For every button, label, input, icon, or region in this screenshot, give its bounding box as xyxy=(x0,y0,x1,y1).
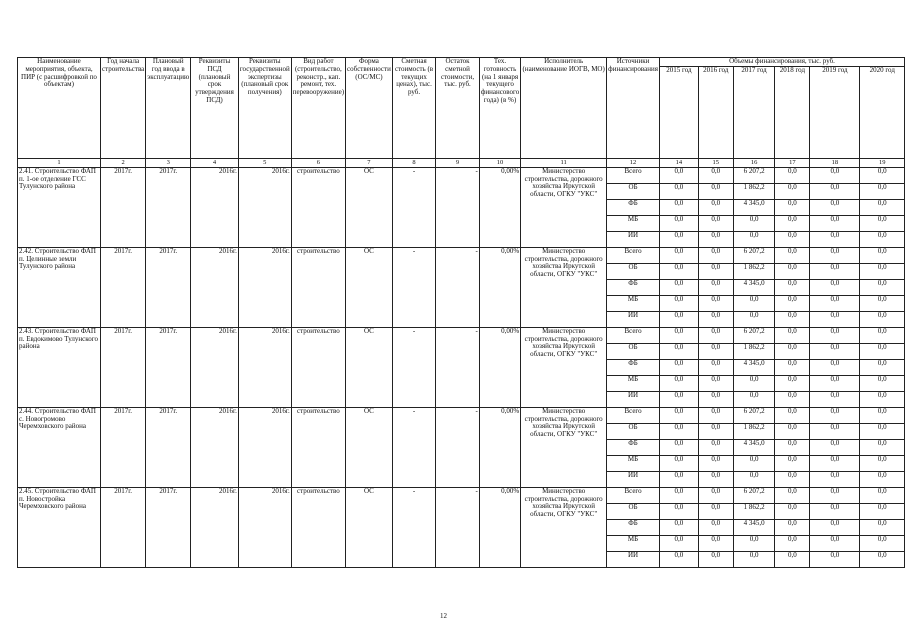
funding-value: 0,0 xyxy=(810,455,860,471)
column-number: 4 xyxy=(191,158,239,167)
funding-value: 1 862,2 xyxy=(733,343,775,359)
table-row xyxy=(18,167,905,183)
expertise-date: 2016г. xyxy=(238,247,291,327)
funding-value: 0,0 xyxy=(775,343,810,359)
funding-value: 0,0 xyxy=(660,487,699,503)
funding-value: 0,0 xyxy=(660,231,699,247)
header-work-type: Вид работ (строительство, реконстр., кап. ремонт, тех. перевооружение) xyxy=(291,58,345,159)
funding-source: Всего xyxy=(607,247,660,263)
funding-value: 0,0 xyxy=(660,519,699,535)
funding-value: 1 862,2 xyxy=(733,263,775,279)
estimate-cost: - xyxy=(392,487,435,567)
funding-value: 0,0 xyxy=(775,231,810,247)
work-type: строительство xyxy=(291,487,345,567)
funding-value: 0,0 xyxy=(860,471,905,487)
column-number: 3 xyxy=(146,158,191,167)
column-number: 15 xyxy=(698,158,733,167)
funding-value: 0,0 xyxy=(810,375,860,391)
funding-value: 0,0 xyxy=(810,183,860,199)
funding-value: 0,0 xyxy=(810,311,860,327)
funding-value: 0,0 xyxy=(660,247,699,263)
funding-value: 0,0 xyxy=(698,503,733,519)
funding-value: 0,0 xyxy=(698,215,733,231)
header-remaining-cost: Остаток сметной стоимости, тыс. руб. xyxy=(436,58,480,159)
executor: Министерство строительства, дорожного хозяйства Иркутской области, ОГКУ "УКС" xyxy=(521,327,607,407)
funding-value: 0,0 xyxy=(860,407,905,423)
funding-value: 4 345,0 xyxy=(733,359,775,375)
funding-value: 0,0 xyxy=(660,551,699,567)
estimate-cost: - xyxy=(392,247,435,327)
tech-readiness: 0,00% xyxy=(479,487,520,567)
funding-value: 0,0 xyxy=(775,487,810,503)
funding-value: 0,0 xyxy=(860,359,905,375)
funding-value: 0,0 xyxy=(810,231,860,247)
funding-value: 0,0 xyxy=(698,375,733,391)
funding-value: 0,0 xyxy=(698,519,733,535)
funding-value: 0,0 xyxy=(733,295,775,311)
funding-value: 0,0 xyxy=(660,295,699,311)
document-sheet xyxy=(17,57,905,568)
funding-value: 6 207,2 xyxy=(733,167,775,183)
funding-source: ОБ xyxy=(607,503,660,519)
column-number: 16 xyxy=(733,158,775,167)
table-row xyxy=(18,407,905,423)
psd-date: 2016г. xyxy=(191,487,239,567)
estimate-cost: - xyxy=(392,327,435,407)
column-number: 8 xyxy=(392,158,435,167)
funding-value: 0,0 xyxy=(860,343,905,359)
funding-value: 0,0 xyxy=(860,167,905,183)
funding-value: 0,0 xyxy=(698,343,733,359)
header-sources: Источники финансирования xyxy=(607,58,660,159)
funding-value: 4 345,0 xyxy=(733,199,775,215)
funding-value: 0,0 xyxy=(660,311,699,327)
plan-year: 2017г. xyxy=(146,167,191,247)
start-year: 2017г. xyxy=(100,487,145,567)
remaining-cost: - xyxy=(436,407,480,487)
column-number: 1 xyxy=(18,158,101,167)
header-year-3: 2018 год xyxy=(775,66,810,158)
funding-source: ФБ xyxy=(607,359,660,375)
funding-value: 0,0 xyxy=(860,327,905,343)
header-expertise: Реквизиты государственной экспертизы (плановый срок получения) xyxy=(238,58,291,159)
start-year: 2017г. xyxy=(100,167,145,247)
funding-value: 0,0 xyxy=(733,471,775,487)
funding-value: 0,0 xyxy=(660,215,699,231)
funding-value: 0,0 xyxy=(660,439,699,455)
funding-value: 1 862,2 xyxy=(733,183,775,199)
funding-source: ФБ xyxy=(607,519,660,535)
column-number: 14 xyxy=(660,158,699,167)
funding-value: 0,0 xyxy=(733,231,775,247)
funding-value: 0,0 xyxy=(860,311,905,327)
funding-value: 0,0 xyxy=(698,183,733,199)
funding-value: 0,0 xyxy=(775,423,810,439)
plan-year: 2017г. xyxy=(146,247,191,327)
executor: Министерство строительства, дорожного хозяйства Иркутской области, ОГКУ "УКС" xyxy=(521,247,607,327)
funding-value: 0,0 xyxy=(660,423,699,439)
funding-value: 4 345,0 xyxy=(733,439,775,455)
estimate-cost: - xyxy=(392,407,435,487)
funding-value: 0,0 xyxy=(698,471,733,487)
funding-value: 0,0 xyxy=(810,359,860,375)
funding-value: 0,0 xyxy=(660,199,699,215)
expertise-date: 2016г. xyxy=(238,487,291,567)
funding-value: 0,0 xyxy=(660,343,699,359)
funding-source: МБ xyxy=(607,535,660,551)
funding-value: 0,0 xyxy=(660,535,699,551)
funding-source: ИИ xyxy=(607,551,660,567)
column-number: 5 xyxy=(238,158,291,167)
funding-value: 0,0 xyxy=(660,279,699,295)
funding-value: 0,0 xyxy=(860,279,905,295)
header-year-5: 2020 год xyxy=(860,66,905,158)
funding-value: 0,0 xyxy=(698,167,733,183)
funding-value: 0,0 xyxy=(775,407,810,423)
funding-value: 0,0 xyxy=(775,279,810,295)
tech-readiness: 0,00% xyxy=(479,407,520,487)
object-name: 2.41. Строительство ФАП п. 1-ое отделение ГСС Тулунского района xyxy=(18,167,101,247)
expertise-date: 2016г. xyxy=(238,167,291,247)
header-executor: Исполнитель (наименование ИОГВ, МО) xyxy=(521,58,607,159)
funding-value: 0,0 xyxy=(698,391,733,407)
psd-date: 2016г. xyxy=(191,167,239,247)
object-name: 2.44. Строительство ФАП с. Новогромово Черемховского района xyxy=(18,407,101,487)
object-name: 2.45. Строительство ФАП п. Новостройка Черемховского района xyxy=(18,487,101,567)
funding-source: ФБ xyxy=(607,199,660,215)
start-year: 2017г. xyxy=(100,327,145,407)
funding-source: МБ xyxy=(607,375,660,391)
funding-value: 0,0 xyxy=(860,535,905,551)
funding-source: ИИ xyxy=(607,471,660,487)
estimate-cost: - xyxy=(392,167,435,247)
header-funding-group: Объемы финансирования, тыс. руб. xyxy=(660,58,905,67)
funding-value: 0,0 xyxy=(775,551,810,567)
start-year: 2017г. xyxy=(100,407,145,487)
header-year-0: 2015 год xyxy=(660,66,699,158)
funding-value: 0,0 xyxy=(660,167,699,183)
funding-value: 0,0 xyxy=(698,311,733,327)
header-year-4: 2019 год xyxy=(810,66,860,158)
funding-source: ОБ xyxy=(607,183,660,199)
funding-value: 0,0 xyxy=(860,375,905,391)
work-type: строительство xyxy=(291,327,345,407)
header-tech-readiness: Тех. готовность (на 1 января текущего финансового года) (в %) xyxy=(479,58,520,159)
remaining-cost: - xyxy=(436,247,480,327)
funding-value: 4 345,0 xyxy=(733,519,775,535)
header-year-2: 2017 год xyxy=(733,66,775,158)
funding-value: 0,0 xyxy=(698,231,733,247)
funding-value: 0,0 xyxy=(775,327,810,343)
funding-value: 0,0 xyxy=(775,295,810,311)
remaining-cost: - xyxy=(436,487,480,567)
funding-source: ОБ xyxy=(607,343,660,359)
funding-value: 0,0 xyxy=(733,311,775,327)
funding-source: ИИ xyxy=(607,231,660,247)
executor: Министерство строительства, дорожного хозяйства Иркутской области, ОГКУ "УКС" xyxy=(521,167,607,247)
funding-value: 0,0 xyxy=(860,263,905,279)
header-start-year: Год начала строительства xyxy=(100,58,145,159)
funding-value: 0,0 xyxy=(810,551,860,567)
funding-value: 0,0 xyxy=(698,535,733,551)
funding-value: 0,0 xyxy=(698,359,733,375)
financing-table xyxy=(17,57,905,568)
funding-value: 6 207,2 xyxy=(733,327,775,343)
funding-value: 0,0 xyxy=(860,183,905,199)
funding-value: 0,0 xyxy=(860,439,905,455)
funding-value: 0,0 xyxy=(860,503,905,519)
column-number: 17 xyxy=(775,158,810,167)
work-type: строительство xyxy=(291,407,345,487)
plan-year: 2017г. xyxy=(146,487,191,567)
expertise-date: 2016г. xyxy=(238,327,291,407)
psd-date: 2016г. xyxy=(191,327,239,407)
plan-year: 2017г. xyxy=(146,327,191,407)
funding-value: 0,0 xyxy=(775,535,810,551)
funding-source: ФБ xyxy=(607,439,660,455)
funding-value: 0,0 xyxy=(775,439,810,455)
funding-value: 0,0 xyxy=(660,471,699,487)
object-name: 2.42. Строительство ФАП п. Целинные земли Тулунского района xyxy=(18,247,101,327)
remaining-cost: - xyxy=(436,167,480,247)
ownership: ОС xyxy=(346,167,393,247)
funding-value: 0,0 xyxy=(860,551,905,567)
funding-value: 6 207,2 xyxy=(733,487,775,503)
funding-value: 0,0 xyxy=(660,375,699,391)
header-psd: Реквизиты ПСД (плановый срок утверждения ПСД) xyxy=(191,58,239,159)
column-number: 11 xyxy=(521,158,607,167)
funding-value: 0,0 xyxy=(810,295,860,311)
funding-value: 0,0 xyxy=(698,423,733,439)
funding-value: 0,0 xyxy=(810,167,860,183)
plan-year: 2017г. xyxy=(146,407,191,487)
object-name: 2.43. Строительство ФАП п. Евдокимово Тулунского района xyxy=(18,327,101,407)
funding-value: 0,0 xyxy=(860,487,905,503)
header-estimate-cost: Сметная стоимость (в текущих ценах), тыс. руб. xyxy=(392,58,435,159)
funding-value: 0,0 xyxy=(810,471,860,487)
funding-value: 0,0 xyxy=(810,503,860,519)
funding-value: 0,0 xyxy=(775,183,810,199)
funding-source: ИИ xyxy=(607,391,660,407)
funding-value: 6 207,2 xyxy=(733,407,775,423)
funding-source: Всего xyxy=(607,407,660,423)
funding-value: 0,0 xyxy=(810,199,860,215)
funding-value: 0,0 xyxy=(733,535,775,551)
funding-value: 0,0 xyxy=(733,391,775,407)
funding-value: 0,0 xyxy=(698,247,733,263)
executor: Министерство строительства, дорожного хозяйства Иркутской области, ОГКУ "УКС" xyxy=(521,487,607,567)
funding-value: 0,0 xyxy=(698,487,733,503)
funding-value: 0,0 xyxy=(660,327,699,343)
start-year: 2017г. xyxy=(100,247,145,327)
funding-value: 0,0 xyxy=(698,455,733,471)
funding-value: 0,0 xyxy=(860,295,905,311)
funding-value: 4 345,0 xyxy=(733,279,775,295)
funding-value: 0,0 xyxy=(810,279,860,295)
funding-value: 0,0 xyxy=(860,247,905,263)
column-number: 19 xyxy=(860,158,905,167)
header-year-1: 2016 год xyxy=(698,66,733,158)
funding-value: 0,0 xyxy=(698,279,733,295)
executor: Министерство строительства, дорожного хозяйства Иркутской области, ОГКУ "УКС" xyxy=(521,407,607,487)
funding-value: 0,0 xyxy=(698,263,733,279)
column-number: 18 xyxy=(810,158,860,167)
ownership: ОС xyxy=(346,327,393,407)
column-number: 7 xyxy=(346,158,393,167)
funding-value: 0,0 xyxy=(860,519,905,535)
funding-value: 0,0 xyxy=(860,423,905,439)
column-number: 2 xyxy=(100,158,145,167)
funding-value: 0,0 xyxy=(860,215,905,231)
funding-value: 0,0 xyxy=(733,375,775,391)
table-row xyxy=(18,327,905,343)
funding-value: 0,0 xyxy=(660,391,699,407)
funding-value: 0,0 xyxy=(810,423,860,439)
funding-value: 0,0 xyxy=(860,231,905,247)
column-number: 9 xyxy=(436,158,480,167)
funding-value: 0,0 xyxy=(810,215,860,231)
expertise-date: 2016г. xyxy=(238,407,291,487)
funding-value: 0,0 xyxy=(810,487,860,503)
funding-value: 0,0 xyxy=(860,455,905,471)
table-row xyxy=(18,487,905,503)
funding-value: 0,0 xyxy=(660,455,699,471)
funding-value: 0,0 xyxy=(775,359,810,375)
funding-value: 0,0 xyxy=(775,215,810,231)
table-row xyxy=(18,247,905,263)
funding-value: 0,0 xyxy=(775,471,810,487)
column-number: 12 xyxy=(607,158,660,167)
ownership: ОС xyxy=(346,407,393,487)
funding-source: ИИ xyxy=(607,311,660,327)
column-number: 6 xyxy=(291,158,345,167)
psd-date: 2016г. xyxy=(191,247,239,327)
funding-value: 6 207,2 xyxy=(733,247,775,263)
work-type: строительство xyxy=(291,167,345,247)
funding-value: 0,0 xyxy=(733,215,775,231)
funding-value: 0,0 xyxy=(660,407,699,423)
funding-value: 0,0 xyxy=(775,519,810,535)
funding-value: 0,0 xyxy=(810,327,860,343)
funding-value: 0,0 xyxy=(810,407,860,423)
funding-value: 0,0 xyxy=(860,391,905,407)
funding-value: 0,0 xyxy=(660,183,699,199)
funding-source: ФБ xyxy=(607,279,660,295)
remaining-cost: - xyxy=(436,327,480,407)
funding-source: МБ xyxy=(607,455,660,471)
header-plan-year: Плановый год ввода в эксплуатацию xyxy=(146,58,191,159)
page-number: 12 xyxy=(440,612,447,620)
funding-value: 0,0 xyxy=(810,535,860,551)
column-number: 10 xyxy=(479,158,520,167)
funding-value: 0,0 xyxy=(810,519,860,535)
funding-value: 0,0 xyxy=(698,407,733,423)
funding-source: ОБ xyxy=(607,423,660,439)
funding-value: 0,0 xyxy=(810,391,860,407)
ownership: ОС xyxy=(346,487,393,567)
funding-value: 0,0 xyxy=(733,551,775,567)
funding-source: Всего xyxy=(607,487,660,503)
funding-value: 1 862,2 xyxy=(733,503,775,519)
header-name: Наименование мероприятия, объекта, ПИР (с расшифровкой по объектам) xyxy=(18,58,101,159)
funding-value: 0,0 xyxy=(775,455,810,471)
funding-value: 0,0 xyxy=(698,295,733,311)
funding-source: Всего xyxy=(607,167,660,183)
tech-readiness: 0,00% xyxy=(479,247,520,327)
funding-value: 1 862,2 xyxy=(733,423,775,439)
psd-date: 2016г. xyxy=(191,407,239,487)
funding-value: 0,0 xyxy=(698,439,733,455)
funding-value: 0,0 xyxy=(660,359,699,375)
funding-value: 0,0 xyxy=(810,343,860,359)
funding-value: 0,0 xyxy=(810,439,860,455)
funding-value: 0,0 xyxy=(775,247,810,263)
funding-source: Всего xyxy=(607,327,660,343)
funding-value: 0,0 xyxy=(775,167,810,183)
funding-value: 0,0 xyxy=(775,263,810,279)
funding-value: 0,0 xyxy=(860,199,905,215)
header-ownership: Форма собственности (ОС/МС) xyxy=(346,58,393,159)
funding-value: 0,0 xyxy=(810,247,860,263)
funding-value: 0,0 xyxy=(698,199,733,215)
tech-readiness: 0,00% xyxy=(479,327,520,407)
funding-value: 0,0 xyxy=(733,455,775,471)
funding-value: 0,0 xyxy=(775,311,810,327)
funding-source: МБ xyxy=(607,295,660,311)
funding-source: МБ xyxy=(607,215,660,231)
funding-value: 0,0 xyxy=(775,375,810,391)
funding-value: 0,0 xyxy=(810,263,860,279)
ownership: ОС xyxy=(346,247,393,327)
funding-value: 0,0 xyxy=(660,263,699,279)
work-type: строительство xyxy=(291,247,345,327)
funding-value: 0,0 xyxy=(698,327,733,343)
funding-source: ОБ xyxy=(607,263,660,279)
tech-readiness: 0,00% xyxy=(479,167,520,247)
funding-value: 0,0 xyxy=(775,391,810,407)
funding-value: 0,0 xyxy=(660,503,699,519)
funding-value: 0,0 xyxy=(775,503,810,519)
funding-value: 0,0 xyxy=(775,199,810,215)
funding-value: 0,0 xyxy=(698,551,733,567)
